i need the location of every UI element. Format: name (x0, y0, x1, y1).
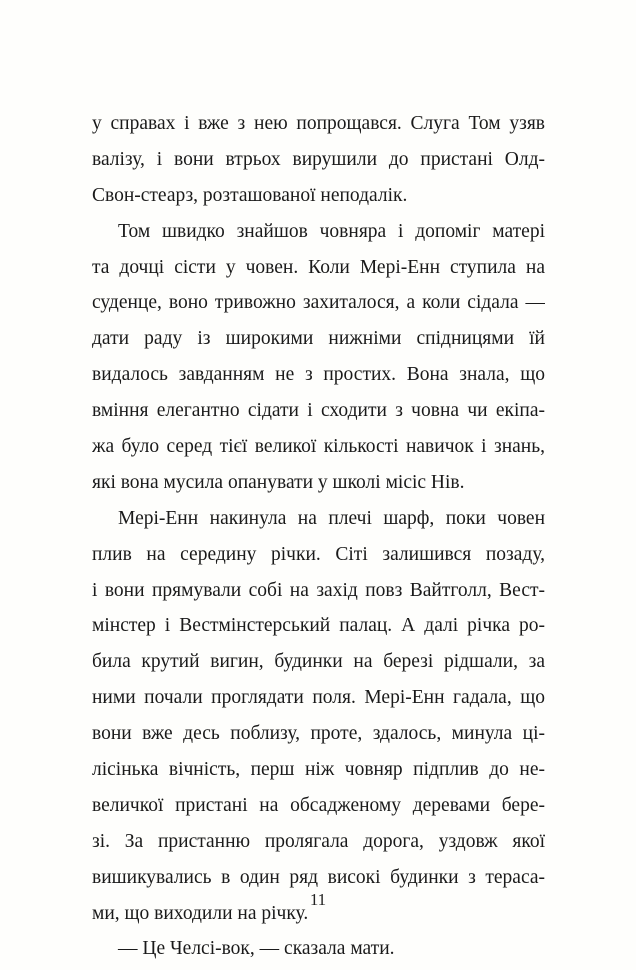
text-line: та дочці сісти у човен. Коли Мері-Енн ступила на (92, 256, 545, 278)
page-number: 11 (309, 890, 327, 909)
text-line: мінстер і Вестмінстерський палац. А далі річка ро- (92, 615, 545, 637)
text-line: вони вже десь поблизу, проте, здалось, минула ці- (92, 723, 545, 745)
text-line: — Це Челсі-вок, — сказала мати. (118, 938, 395, 960)
text-line: які вона мусила опанувати у школі місіс Нів. (92, 471, 465, 493)
body-text (92, 106, 545, 967)
text-line: у справах і вже з нею попрощався. Слуга Том узяв (92, 113, 545, 134)
text-line: лісінька вічність, перш ніж човняр підплив до не- (92, 759, 545, 781)
text-line: вишикувались в один ряд високі будинки з тераса- (92, 866, 545, 888)
text-line: Мері-Енн накинула на плечі шарф, поки човен (118, 507, 545, 529)
text-line: видалось завданням не з простих. Вона знала, що (92, 364, 545, 386)
text-line: ними почали проглядати поля. Мері-Енн гадала, що (92, 687, 545, 709)
text-line: зі. За пристанню пролягала дорога, уздовж якої (92, 830, 545, 852)
text-line: ми, що виходили на річку. (92, 902, 309, 924)
text-line: величкої пристані на обсадженому деревами бере- (92, 794, 545, 816)
text-line: била крутий вигин, будинки на березі рідшали, за (92, 651, 545, 673)
text-line: дати раду із широкими нижніми спідницями їй (92, 328, 545, 350)
text-line: суденце, воно тривожно захиталося, а коли сідала — (92, 292, 545, 314)
text-line: жа було серед тієї великої кількості навичок і знань, (92, 436, 545, 458)
text-line: Том швидко знайшов човняра і допоміг матері (118, 220, 545, 242)
text-line: і вони прямували собі на захід повз Вайтголл, Вест- (92, 579, 545, 601)
text-line: плив на середину річки. Сіті залишився позаду, (92, 543, 545, 565)
text-line: валізу, і вони втрьох вирушили до пристані Олд- (92, 148, 545, 170)
text-line: Свон-стеарз, розташованої неподалік. (92, 184, 408, 206)
text-line: вміння елегантно сідати і сходити з човна чи екіпа- (92, 400, 545, 422)
